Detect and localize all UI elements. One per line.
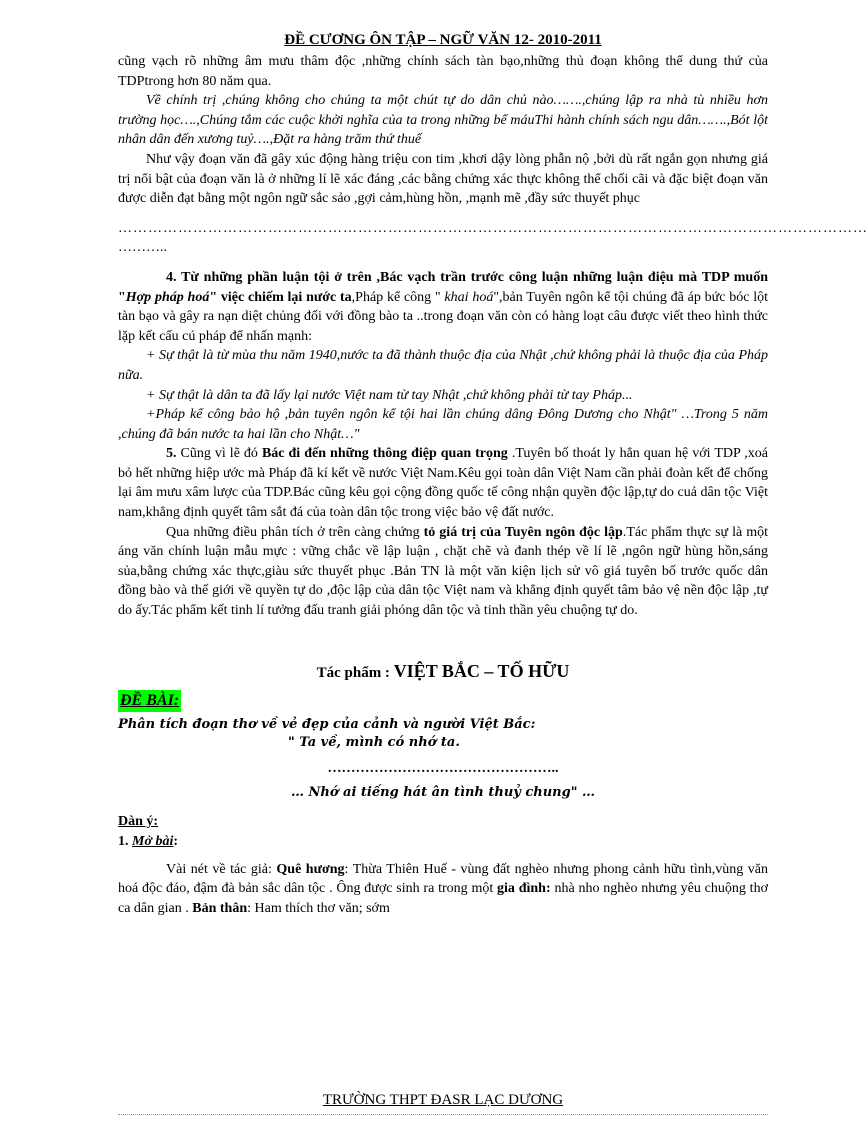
quote-line-2: + Sự thật là dân ta đã lấy lại nước Việt nam từ tay Nhật ,chứ không phải từ tay Pháp... <box>146 387 633 403</box>
dotted-separator-short: ……….. <box>118 240 167 256</box>
mo-bai-heading: 1. Mở bài: <box>118 833 179 849</box>
conclusion-paragraph: Qua những điều phân tích ở trên càng chứng tỏ giá trị của Tuyên ngôn độc lập.Tác phẩm thực sự là một áng văn chính luận mẫu mực : vững chắc về lập luận , chặt chẽ và đanh thép về lí lẽ ,ngôn ngữ hùng hồn,sáng sủa,bằng chứng xác thực,giàu sức thuyết phục .Bản TN là một văn kiện lịch sử vô giá tuyên bố trước quốc dân đồng bào và thế giới về quyền tự do ,độc lập của dân tộc Việt nam và khẳng định quyết tâm bảo vệ nền độc lập ,tự do ấy.Tác phẩm kết tinh lí tưởng đấu tranh giải phóng dân tộc và tinh thần yêu chuộng tự do. <box>118 524 769 619</box>
document-header: ĐỀ CƯƠNG ÔN TẬP – NGỮ VĂN 12- 2010-2011 <box>284 32 602 48</box>
point-5-paragraph: 5. Cũng vì lẽ đó Bác đi đến những thông điệp quan trọng .Tuyên bố thoát ly hẳn quan hệ với TDP ,xoá bỏ hết những hiệp ước mà Pháp đã kí kết về nước Việt Nam.Kêu gọi toàn dân Việt Nam cần phải đoàn kết để chống lại âm mưu xâm lược của TDP.Bác cũng kêu gọi cộng đồng quốc tế công nhận quyền độc lập,tự do cuả dân tộc Việt nam,khẳng định quyết tâm sắt đá của toàn dân tộc trong việc bảo vệ đất nước. <box>118 446 768 521</box>
paragraph-continuation: cũng vạch rõ những âm mưu thâm độc ,những chính sách tàn bạo,những thủ đoạn không thể dung thứ của TDPtrong hơn 80 năm qua. <box>118 54 768 89</box>
point-4-paragraph: 4. Từ những phần luận tội ở trên ,Bác vạch trần trước công luận những luận điệu mà TDP muốn "Hợp pháp hoá" việc chiếm lại nước ta,Pháp kể công " khai hoá",bản Tuyên ngôn kể tội chúng đã áp bức bóc lột tàn bạo và gây ra nạn diệt chủng đối với đồng bào ta ..trong đoạn văn còn có hàng loạt câu được viết theo hình thức lặp kết cấu cú pháp để nhấn mạnh: <box>118 269 768 344</box>
analysis-paragraph: Như vậy đoạn văn đã gây xúc động hàng triệu con tim ,khơi dậy lòng phẫn nộ ,bởi dù rất ngắn gọn nhưng giá trị nổi bật của đoạn văn là ở những lí lẽ xác đáng ,các bằng chứng xác thực không thể chối cãi và đặc biệt đoạn văn được diễn đạt bằng một ngôn ngữ sắc sảo ,gợi cảm,hùng hồn, ,mạnh mẽ ,đầy sức thuyết phục <box>118 151 768 207</box>
dan-y-heading: Dàn ý: <box>118 814 159 830</box>
quote-paragraph: Về chính trị ,chúng không cho chúng ta một chút tự do dân chủ nào…….,chúng lập ra nhà tù nhiều hơn trường học….,Chúng tắm các cuộc khởi nghĩa của ta trong những bể máuThi hành chính sách ngu dân…….,Bót lột nhân dân đến xương tuỷ….,Đặt ra hàng trăm thứ thuế <box>118 93 768 148</box>
de-bai-label: ĐỀ BÀI: <box>118 690 181 712</box>
prompt-line-1: Phân tích đoạn thơ về vẻ đẹp của cảnh và người Việt Bắc: <box>118 717 536 733</box>
quote-line-3: +Pháp kể công bảo hộ ,bản tuyên ngôn kể tội hai lần chúng dâng Đông Dương cho Nhật" …Trong 5 năm ,chúng đã bán nước ta hai lần cho Nhật…" <box>118 407 768 442</box>
quote-line-1: + Sự thật là từ mùa thu năm 1940,nước ta đã thành thuộc địa của Nhật ,chứ không phải là thuộc địa của Pháp nữa. <box>118 348 768 383</box>
mo-bai-paragraph: Vài nét về tác giả: Quê hương: Thừa Thiên Huế - vùng đất nghèo nhưng phong cảnh hữu tình,vùng văn hoá độc đáo, đậm đà bản sắc dân tộc . Ông được sinh ra trong một gia đình: nhà nho nghèo nhưng yêu chuộng thơ ca dân gian . Bản thân: Ham thích thơ văn; sớm <box>118 861 769 916</box>
prompt-dots: ………………………………………….. <box>327 760 559 776</box>
work-title: Tác phẩm : VIỆT BẮC – TỐ HỮU <box>316 660 570 681</box>
prompt-line-4: … Nhớ ai tiếng hát ân tình thuỷ chung" … <box>290 785 596 801</box>
footer-rule <box>118 1114 768 1115</box>
document-body <box>118 52 868 918</box>
prompt-line-2: " Ta về, mình có nhớ ta. <box>288 735 460 751</box>
dotted-separator: …………………………………………………………………………………………………………………………………… <box>118 220 868 236</box>
document-footer: TRƯỜNG THPT ĐASR LẠC DƯƠNG <box>322 1092 564 1108</box>
